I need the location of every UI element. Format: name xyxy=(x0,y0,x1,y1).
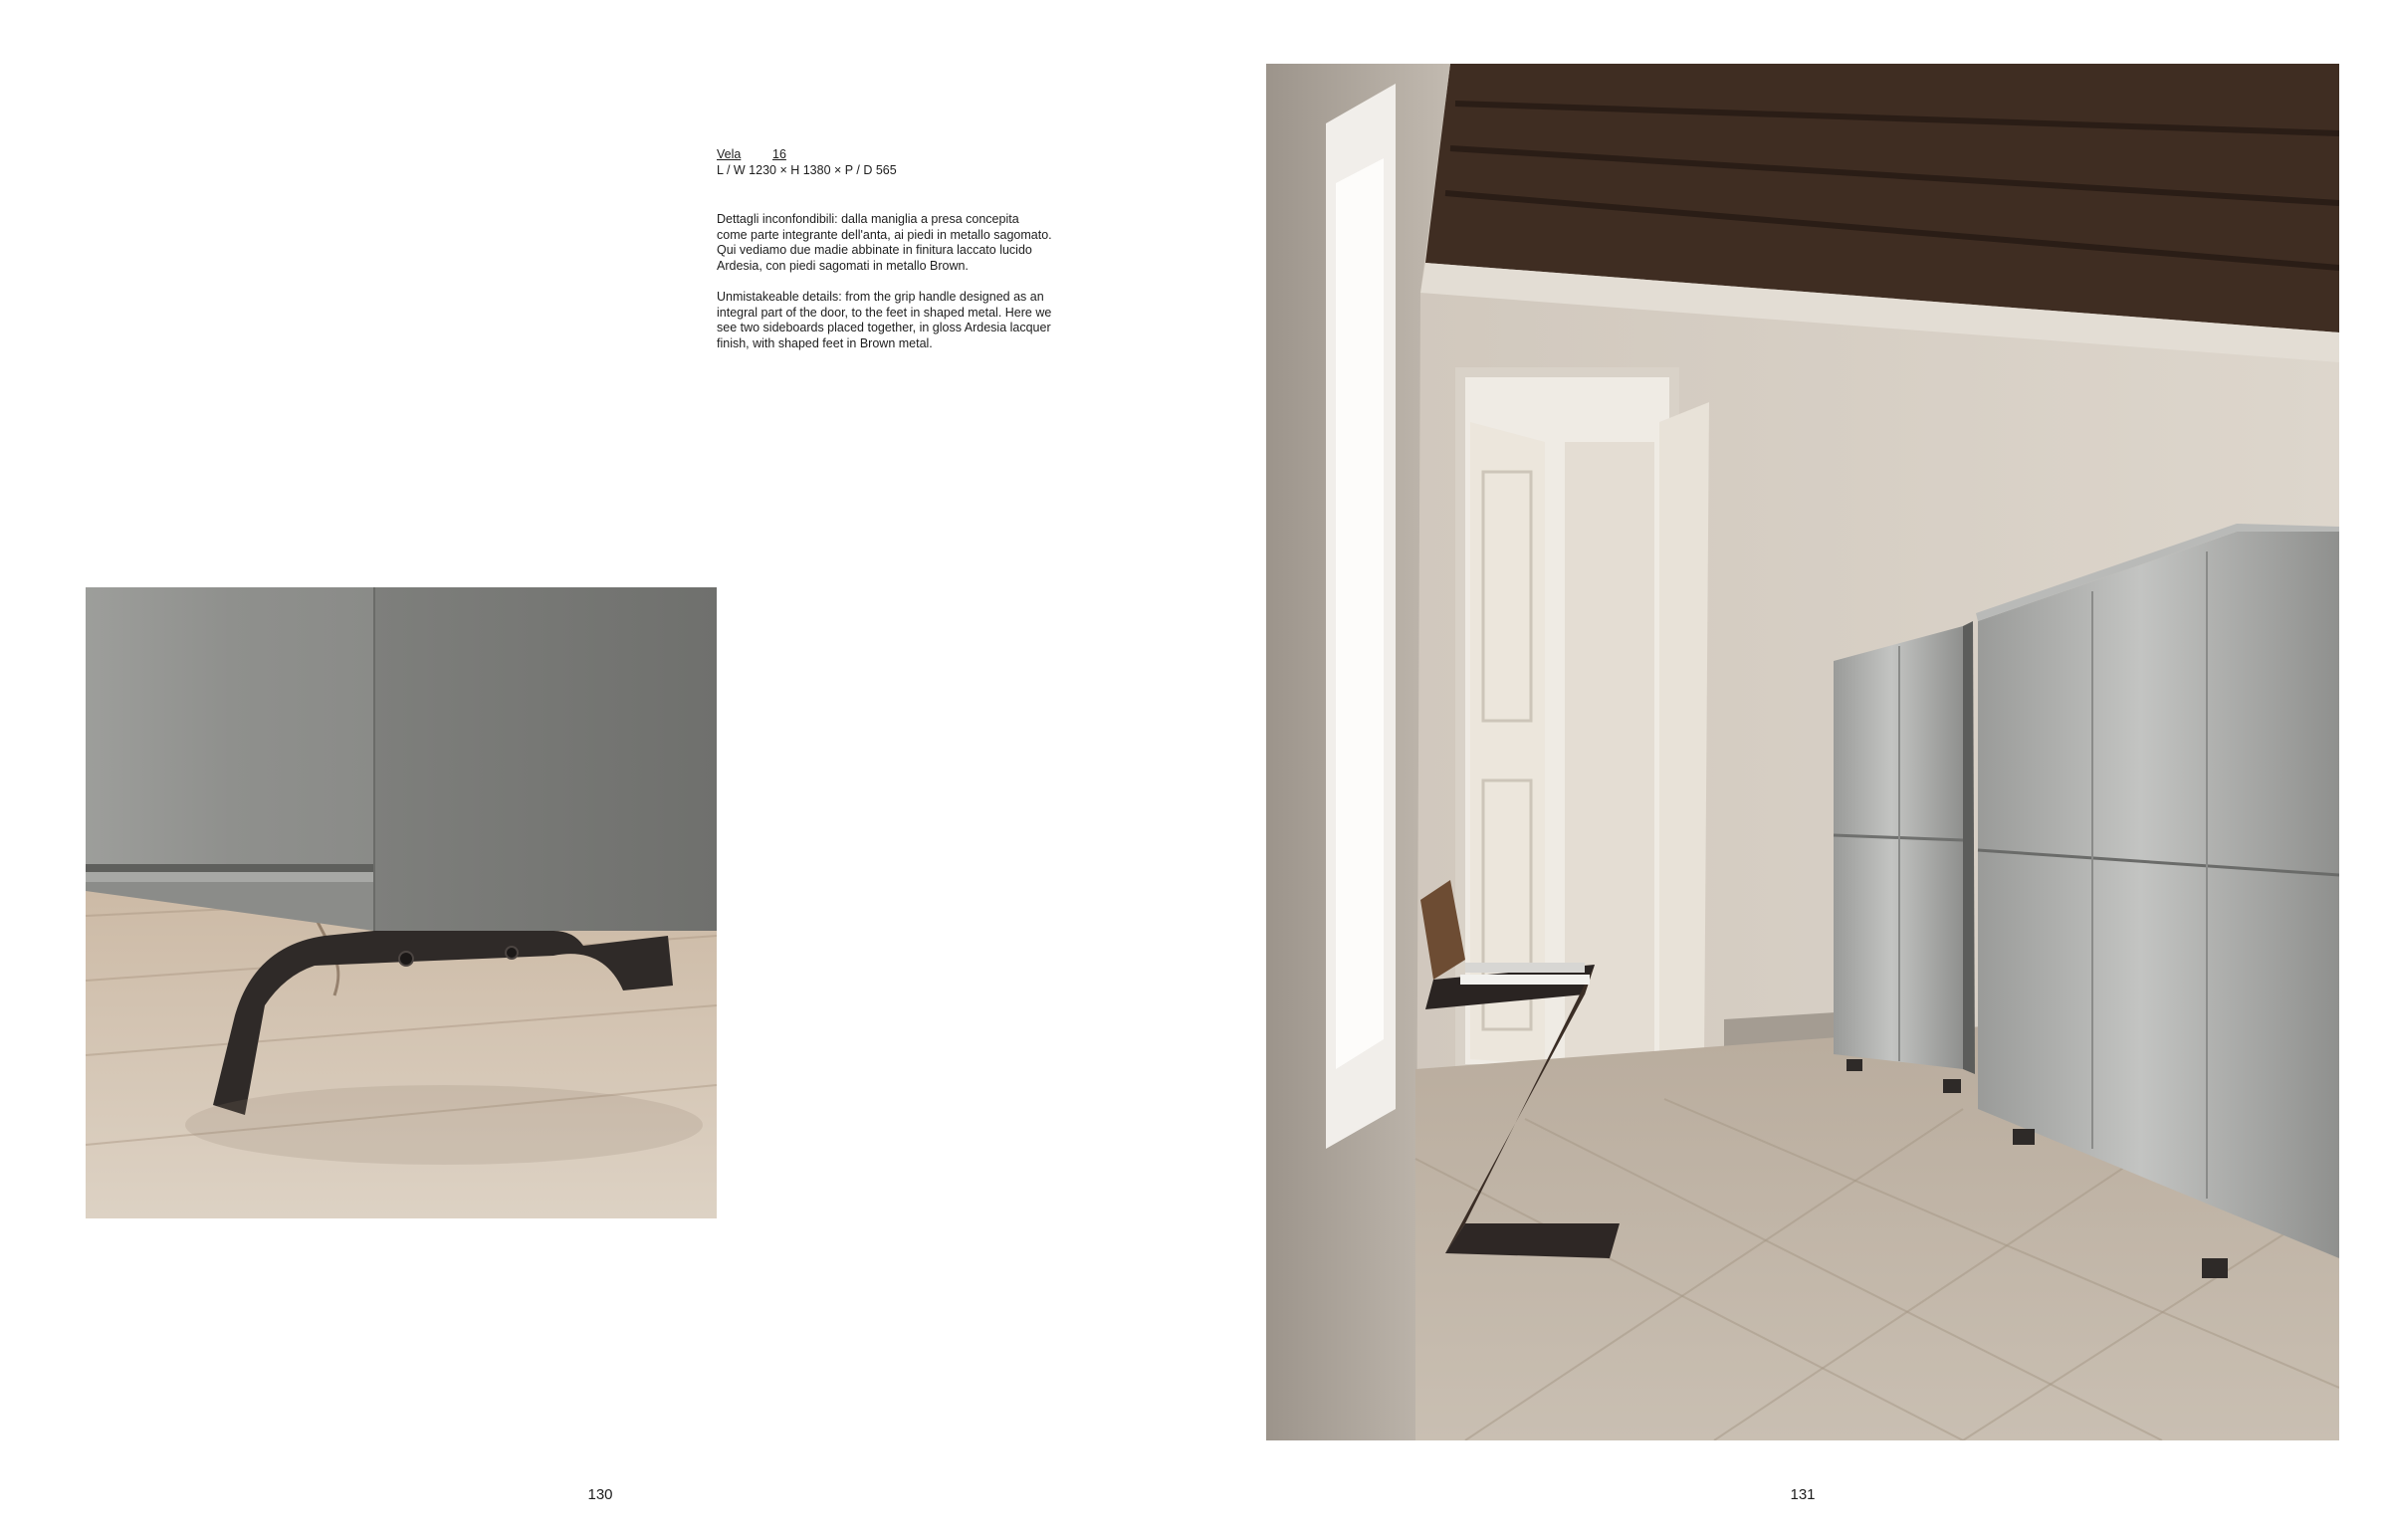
italian-line: Dettagli inconfondibili: dalla maniglia a presa concepita xyxy=(717,212,1019,226)
cabinet-foot-illustration xyxy=(86,587,717,1218)
english-line: see two sideboards placed together, in gloss Ardesia lacquer xyxy=(717,321,1051,334)
english-line: integral part of the door, to the feet in shaped metal. Here we xyxy=(717,305,1052,320)
english-line: Unmistakeable details: from the grip handle designed as an xyxy=(717,290,1044,304)
detail-photo-cabinet-foot xyxy=(86,587,717,1218)
room-illustration xyxy=(1266,64,2339,1440)
page-number-right: 131 xyxy=(1790,1486,1816,1503)
english-line: finish, with shaped feet in Brown metal. xyxy=(717,335,933,350)
italian-description xyxy=(717,212,1115,274)
product-model-name: Vela xyxy=(717,147,742,161)
italian-line: Ardesia, con piedi sagomati in metallo Brown. xyxy=(717,258,969,273)
english-description xyxy=(717,290,1115,351)
page-number-left: 130 xyxy=(587,1486,613,1503)
room-photo-sideboards xyxy=(1266,64,2339,1440)
italian-line: Qui vediamo due madie abbinate in finitura laccato lucido xyxy=(717,243,1032,257)
left-page xyxy=(0,0,1194,1540)
product-dimensions: L / W 1230 × H 1380 × P / D 565 xyxy=(717,162,897,177)
product-number: 16 xyxy=(772,147,786,161)
product-title xyxy=(717,147,1115,163)
italian-line: come parte integrante dell'anta, ai piedi in metallo sagomato. xyxy=(717,227,1052,242)
product-caption xyxy=(717,147,1115,351)
